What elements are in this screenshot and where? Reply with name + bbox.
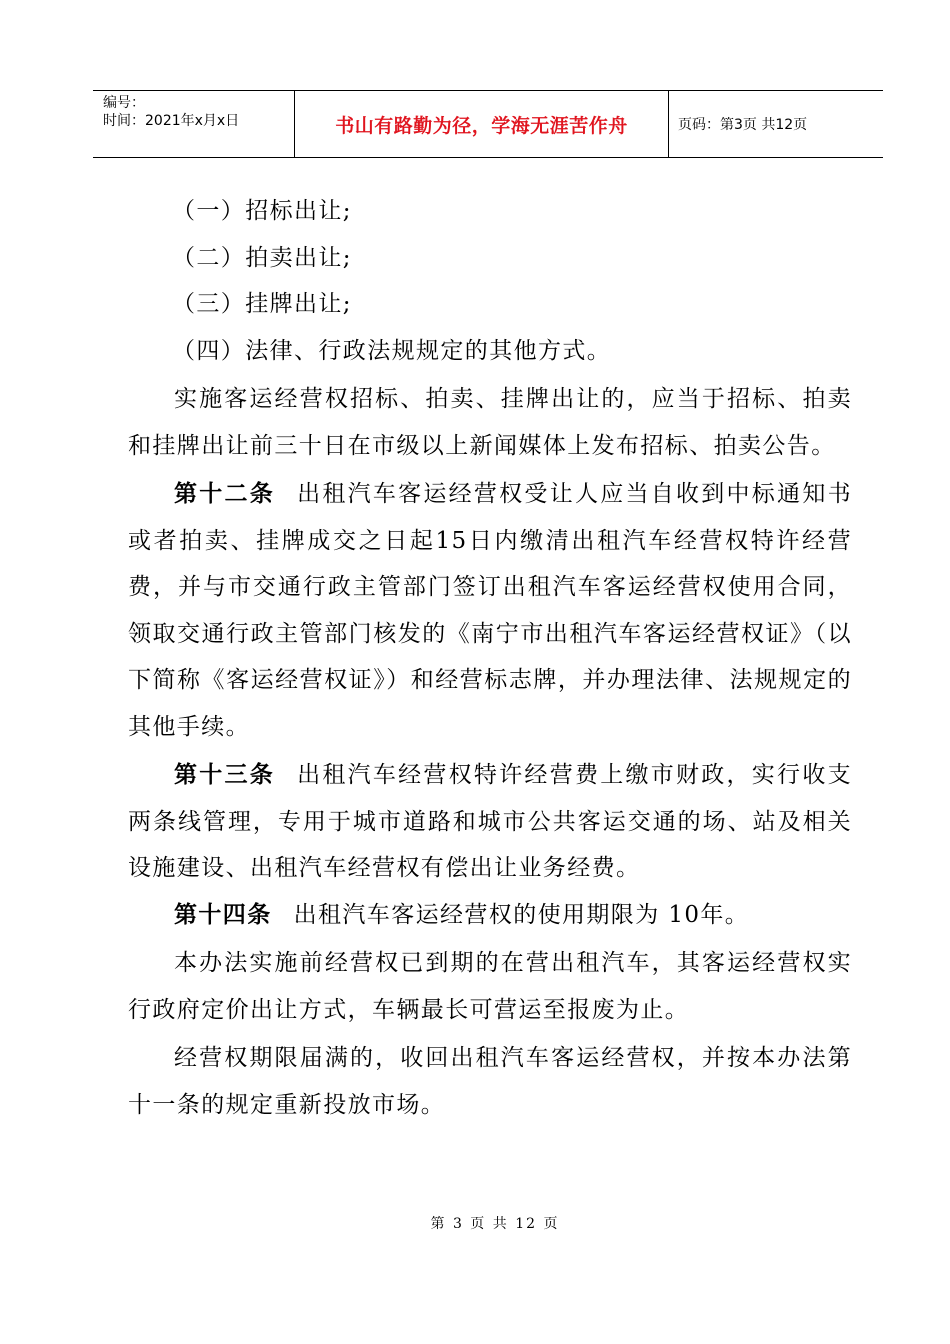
document-body (128, 188, 852, 1128)
article-12 (128, 471, 852, 750)
article-number: 第十二条 (174, 481, 276, 507)
header-number-label: 编号： (103, 95, 145, 111)
paragraph-before-expiry: 本办法实施前经营权已到期的在营出租汽车，其客运经营权实行政府定价出让方式，车辆最长可营运至报废为止。 (128, 950, 852, 1023)
page-footer: 第 3 页 共 12 页 (430, 1216, 560, 1232)
article-text: 出租汽车客运经营权的使用期限为 10年。 (293, 901, 750, 928)
article-number: 第十四条 (174, 901, 272, 928)
article-14 (128, 892, 852, 939)
header-motto: 书山有路勤为径，学海无涯苦作舟 (295, 91, 669, 157)
paragraph-auction-notice: 实施客运经营权招标、拍卖、挂牌出让的，应当于招标、拍卖和挂牌出让前三十日在市级以上新闻媒体上发布招标、拍卖公告。 (128, 386, 852, 459)
paragraph-expiry: 经营权期限届满的，收回出租汽车客运经营权，并按本办法第十一条的规定重新投放市场。 (128, 1045, 852, 1118)
header-meta-cell (93, 91, 295, 157)
article-text: 出租汽车经营权特许经营费上缴市财政，实行收支两条线管理，专用于城市道路和城市公共客运交通的场、站及相关设施建设、出租汽车经营权有偿出让业务经费。 (128, 762, 852, 881)
article-number: 第十三条 (174, 762, 276, 788)
page-header (93, 90, 883, 158)
list-item: （四）法律、行政法规规定的其他方式。 (172, 337, 612, 364)
list-item: （三）挂牌出让; (172, 291, 352, 317)
list-item: （二）拍卖出让; (172, 244, 352, 271)
list-item: （一）招标出让; (172, 198, 352, 224)
article-13 (128, 752, 852, 892)
header-date-label: 时间：2021年x月x日 (103, 113, 240, 129)
header-page-label: 页码：第3页 共12页 (678, 117, 808, 133)
article-text: 出租汽车客运经营权受让人应当自收到中标通知书或者拍卖、挂牌成交之日起15日内缴清出租汽车经营权特许经营费，并与市交通行政主管部门签订出租汽车客运经营权使用合同，领取交通行政主管部门核发的《南宁市出租汽车客运经营权证》（以下简称《客运经营权证》）和经营标志牌，并办理法律、法规规定的其他手续。 (128, 481, 852, 740)
